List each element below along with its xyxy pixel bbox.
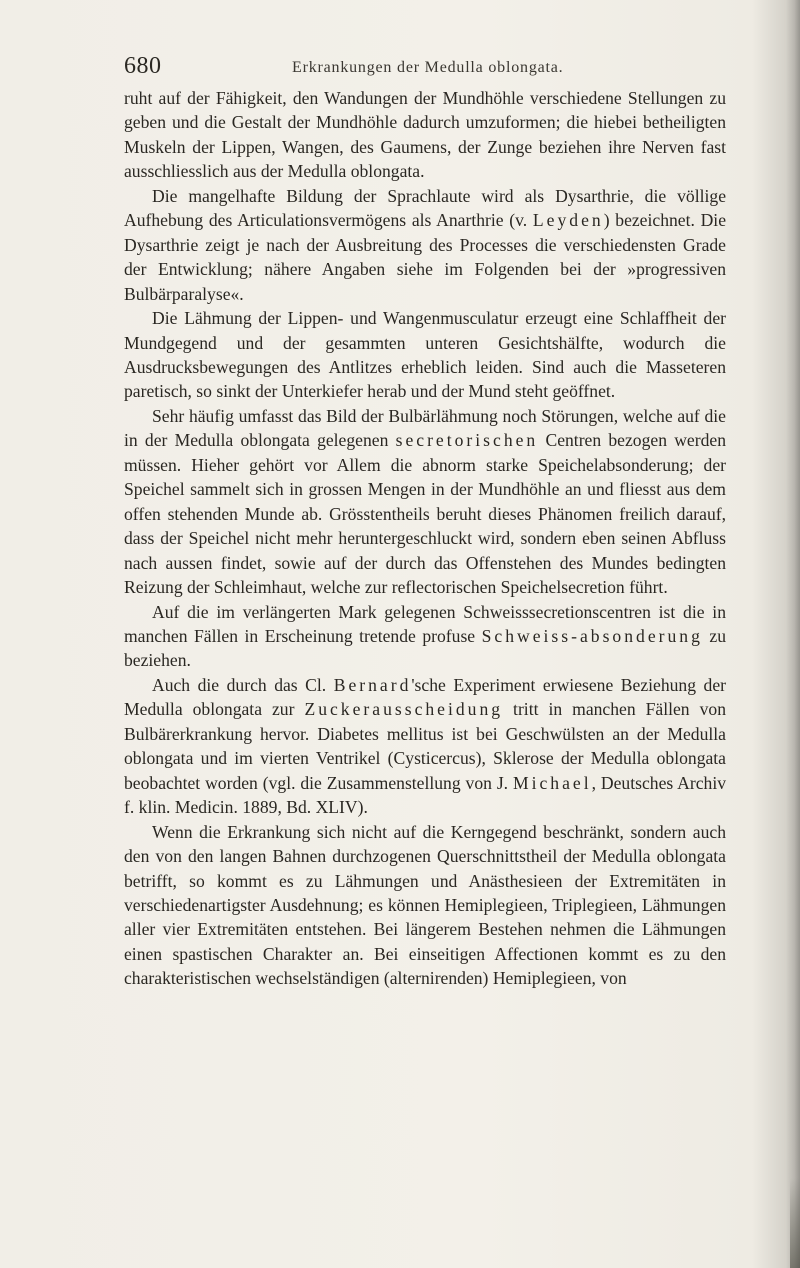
paragraph-text: , Deutsches Archiv f. klin. Medicin. 1889, Bd. XLIV). — [124, 772, 726, 818]
emphasized-text: Michael — [512, 772, 592, 793]
paragraph — [124, 86, 726, 184]
paragraph — [124, 184, 726, 306]
emphasized-text: Schweiss-absonderung — [481, 625, 703, 646]
paragraph-text: tritt in manchen Fällen von Bulbärerkrankung hervor. Diabetes mellitus ist bei Geschwülsten an der Medulla oblongata und im vierten Ventrikel (Cysticercus), Sklerose der Medulla oblongata beobachtet worden (vgl. die Zusammenstellung von J. — [124, 699, 726, 793]
running-head: Erkrankungen der Medulla oblongata. — [292, 59, 564, 76]
paragraph-text: Auf die im verlängerten Mark gelegenen Schweisssecretionscentren ist die in manchen Fällen in Erscheinung tretende profuse — [124, 601, 726, 646]
paragraph-text: ) bezeichnet. Die Dysarthrie zeigt je nach der Ausbreitung des Processes die verschiedensten Grade der Entwicklung; nähere Angaben siehe im Folgenden bei der »progressiven Bulbärparalyse«. — [124, 210, 727, 304]
body-text — [124, 86, 726, 991]
emphasized-text: secretorischen — [395, 430, 539, 451]
paragraph-text: Wenn die Erkrankung sich nicht auf die Kerngegend beschränkt, sondern auch den von den langen Bahnen durchzogenen Querschnittstheil der Medulla oblongata betrifft, so kommt es zu Lähmungen und Anästhesieen der Extremitäten in verschiedenartigster Ausdehnung; es können Hemiplegieen, Triplegieen, Lähmungen aller vier Extremitäten entstehen. Bei längerem Bestehen nehmen die Lähmungen einen spastischen Charakter an. Bei einseitigen Affectionen kommt es zu den charakteristischen wechselständigen (alternirenden) Hemiplegieen, von — [124, 821, 726, 989]
paragraph — [124, 600, 726, 673]
paragraph-text: Auch die durch das Cl. — [152, 674, 334, 695]
paragraph-text: 'sche Experiment erwiesene Beziehung der Medulla oblongata zur — [124, 674, 726, 720]
paragraph — [124, 673, 726, 820]
paragraph-text: Sehr häufig umfasst das Bild der Bulbärlähmung noch Störungen, welche auf die in der Medulla oblongata gelegenen — [124, 405, 726, 451]
page-header — [124, 53, 724, 81]
page-number: 680 — [124, 53, 162, 79]
page-edge-shadow — [786, 0, 800, 1268]
page-corner-shadow — [790, 1178, 800, 1268]
paragraph — [124, 404, 726, 600]
emphasized-text: Leyden — [532, 210, 604, 231]
emphasized-text: Zuckerausscheidung — [304, 699, 504, 720]
paragraph-text: ruht auf der Fähigkeit, den Wandungen der Mundhöhle verschiedene Stellungen zu geben und die Gestalt der Mundhöhle dadurch umzuformen; die hiebei betheiligten Muskeln der Lippen, Wangen, des Gaumens, der Zunge beziehen ihre Nerven fast ausschliesslich aus der Medulla oblongata. — [124, 88, 726, 182]
paragraph-text: zu beziehen. — [124, 625, 726, 671]
paragraph-text: Die Lähmung der Lippen- und Wangenmusculatur erzeugt eine Schlaffheit der Mundgegend und der gesammten unteren Gesichtshälfte, wodurch die Ausdrucksbewegungen des Antlitzes erheblich leiden. Sind auch die Masseteren paretisch, so sinkt der Unterkiefer herab und der Mund steht geöffnet. — [124, 308, 726, 402]
paragraph — [124, 820, 726, 991]
emphasized-text: Bernard — [333, 674, 412, 695]
paragraph-text: Centren bezogen werden müssen. Hieher gehört vor Allem die abnorm starke Speichelabsonderung; der Speichel sammelt sich in grossen Mengen in der Mundhöhle an und fliesst aus dem offen stehenden Munde ab. Grösstentheils beruht dieses Phänomen freilich darauf, dass der Speichel nicht mehr heruntergeschluckt wird, sondern eben seinen Abfluss nach aussen findet, sowie auf der durch das Offenstehen des Mundes bedingten Reizung der Schleimhaut, welche zur reflectorischen Speichelsecretion führt. — [124, 430, 726, 598]
paragraph-text: Die mangelhafte Bildung der Sprachlaute wird als Dysarthrie, die völlige Aufhebung des Articulationsvermögens als Anarthrie (v. — [124, 185, 726, 231]
paragraph — [124, 306, 726, 404]
